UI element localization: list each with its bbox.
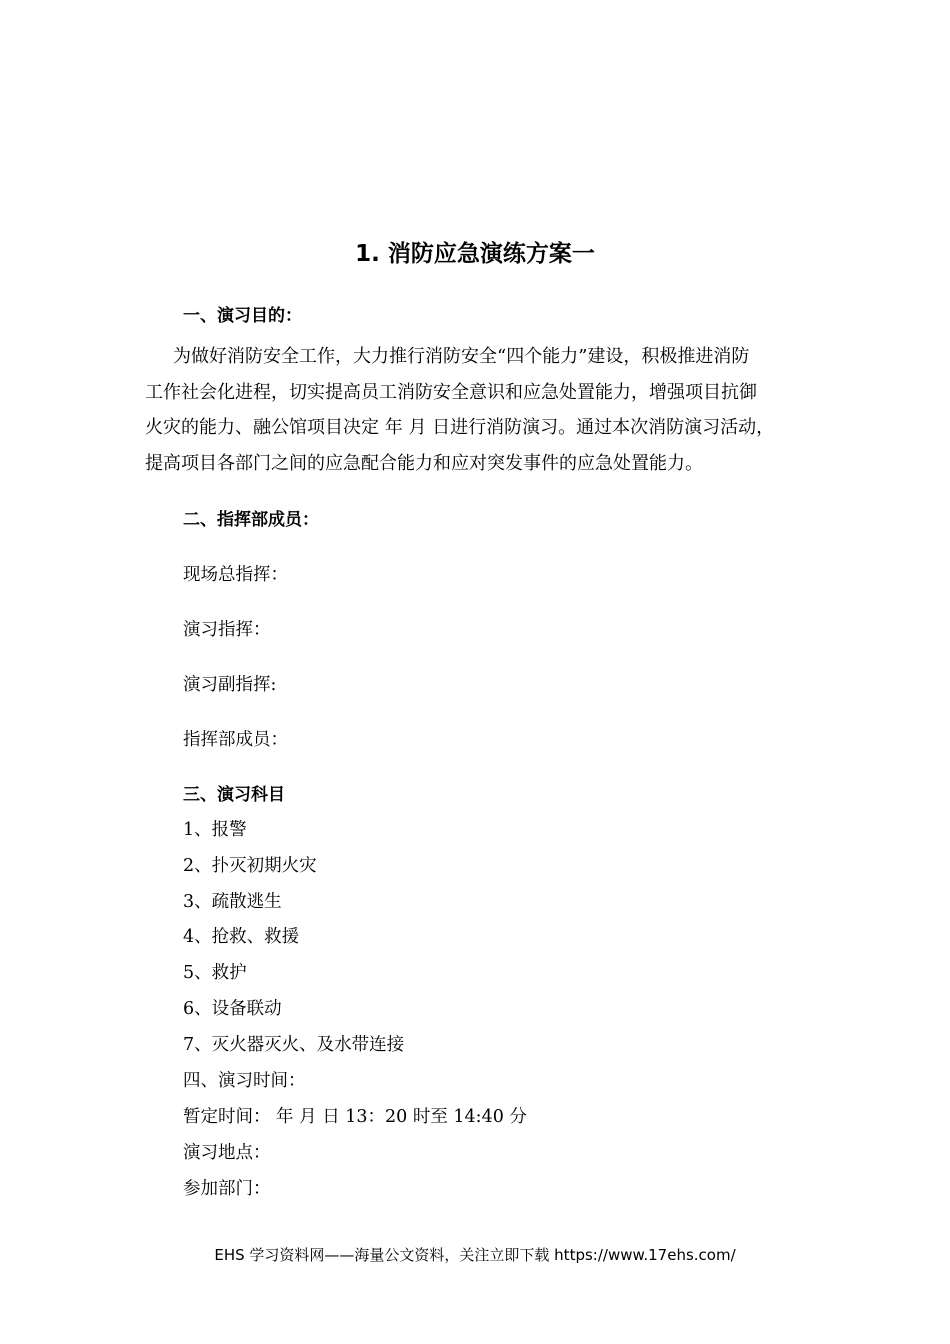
purpose-line: 提高项目各部门之间的应急配合能力和应对突发事件的应急处置能力。	[145, 452, 703, 474]
purpose-paragraph	[145, 339, 825, 481]
subject-item: 2、扑灭初期火灾	[183, 856, 317, 876]
section-time-heading: 四、演习时间：	[183, 1071, 306, 1091]
document-title: 1. 消防应急演练方案一	[355, 241, 595, 267]
subject-item: 4、抢救、救援	[183, 927, 300, 947]
section-purpose-heading: 一、演习目的：	[183, 306, 302, 326]
drill-location: 演习地点：	[183, 1143, 271, 1163]
member-deputy-commander: 演习副指挥:	[183, 675, 277, 695]
purpose-line: 为做好消防安全工作，大力推行消防安全“四个能力”建设，积极推进消防	[173, 346, 750, 367]
member-general-commander: 现场总指挥：	[183, 565, 288, 585]
purpose-line: 火灾的能力、融公馆项目决定 年 月 日进行消防演习。通过本次消防演习活动，	[145, 417, 775, 438]
subject-item: 6、设备联动	[183, 999, 282, 1019]
member-drill-commander: 演习指挥：	[183, 620, 271, 640]
section-command-heading: 二、指挥部成员：	[183, 510, 319, 530]
subject-item: 7、灭火器灭火、及水带连接	[183, 1035, 405, 1055]
section-subjects-heading: 三、演习科目	[183, 785, 285, 805]
subject-item: 3、疏散逃生	[183, 892, 282, 912]
subject-item: 1、报警	[183, 820, 247, 840]
member-command-members: 指挥部成员：	[183, 730, 288, 750]
purpose-line: 工作社会化进程，切实提高员工消防安全意识和应急处置能力，增强项目抗御	[145, 381, 757, 403]
drill-time: 暂定时间： 年 月 日 13：20 时至 14:40 分	[183, 1107, 527, 1127]
subject-item: 5、救护	[183, 963, 247, 983]
participating-departments: 参加部门：	[183, 1179, 271, 1199]
page-footer: EHS 学习资料网——海量公文资料，关注立即下载 https://www.17ehs.com/	[214, 1246, 736, 1264]
